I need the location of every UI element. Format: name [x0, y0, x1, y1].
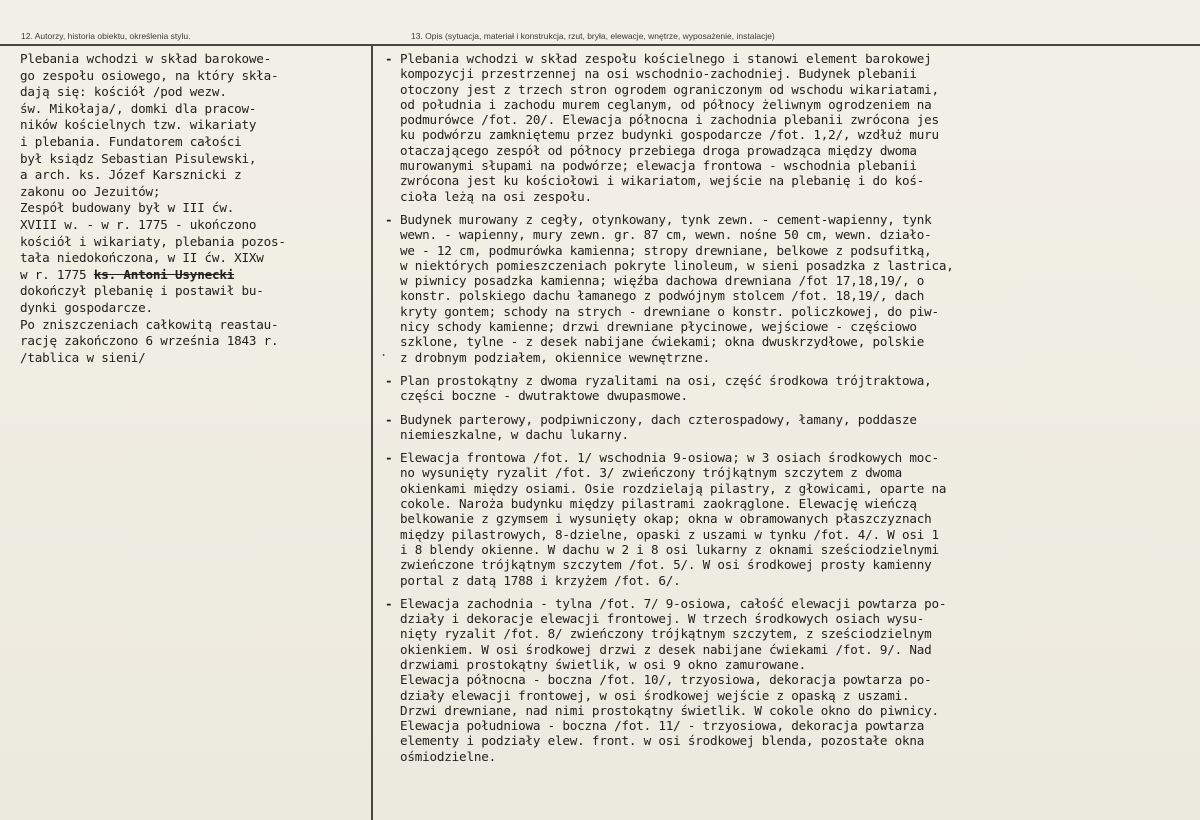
description-line: w piwnicy posadzka kamienna; więźba dachowa drewniana /fot 17,18,19/, o: [400, 273, 925, 289]
description-line: ośmiodzielne.: [400, 748, 496, 764]
history-line: Plebania wchodzi w skład barokowe-: [20, 51, 271, 66]
history-line: /tablica w sieni/: [20, 349, 146, 365]
description-entry-situation: [385, 51, 1175, 204]
description-line: otoczony jest z trzech stron ogrodem ograniczonym od wschodu wikariatami,: [400, 81, 939, 97]
history-line: św. Mikołaja/, domki dla pracow-: [20, 100, 257, 116]
description-line: konstr. polskiego dachu łamanego z podwójnym stolcem /fot. 18,19/, dach: [400, 288, 925, 304]
history-line: XVIII w. - w r. 1775 - ukończono: [20, 216, 257, 232]
description-line: we - 12 cm, podmurówka kamienna; stropy drewniane, belkowe z podsufitką,: [400, 242, 932, 258]
description-entry-front-elevation: [385, 450, 1175, 588]
description-line: Elewacja frontowa /fot. 1/ wschodnia 9-osiowa; w 3 osiach środkowych moc-: [400, 450, 939, 466]
description-line: murowanymi słupami na podwórze; elewacja frontowa - wschodnia plebanii: [400, 158, 917, 174]
description-line: od południa i zachodu murem ceglanym, od północy żeliwnym ogrodzeniem na: [400, 96, 932, 112]
history-line: dynki gospodarcze.: [20, 299, 153, 315]
struck-name: ks. Antoni Usynecki: [93, 266, 235, 282]
description-column: [385, 51, 1175, 772]
history-line: tała niedokończona, w II ćw. XIXw: [20, 250, 264, 266]
history-line: ników kościelnych tzw. wikariaty: [20, 117, 257, 133]
history-line: i plebania. Fundatorem całości: [20, 133, 242, 149]
description-line: no wysunięty ryzalit /fot. 3/ zwieńczony trójkątnym szczytem z dwoma: [400, 465, 902, 481]
history-line-struck: [20, 267, 372, 284]
description-line: działy i dekoracje elewacji frontowej. W trzech środkowych osiach wysu-: [400, 611, 925, 627]
description-line: w niektórych pomieszczeniach pokryte linoleum, w sieni posadzka z lastrica,: [400, 257, 954, 273]
horizontal-rule: [0, 44, 1200, 46]
description-line: Budynek murowany z cegły, otynkowany, tynk zewn. - cement-wapienny, tynk: [400, 211, 932, 227]
struck-prefix: w r. 1775: [20, 266, 87, 282]
description-line: Elewacja północna - boczna /fot. 10/, trzyosiowa, dekoracja powtarza po-: [400, 672, 932, 688]
description-line: okienkami między osiami. Osie rozdzielają pilastry, z głowicami, oparte na: [400, 480, 947, 496]
description-line: wewn. - wapienny, mury zewn. gr. 87 cm, wewn. nośne 50 cm, wewn. działo-: [400, 227, 932, 243]
history-line: Po zniszczeniach całkowitą reastau-: [20, 316, 279, 332]
bullet-dash: -: [385, 450, 393, 466]
description-line: cioła leżą na osi zespołu.: [400, 188, 592, 204]
description-line: i 8 blendy okienne. W dachu w 2 i 8 osi lukarny z oknami sześciodzielnymi: [400, 541, 939, 557]
description-line: portal z datą 1788 i krzyżem /fot. 6/.: [400, 572, 681, 588]
description-line: Budynek parterowy, podpiwniczony, dach czterospadowy, łamany, poddasze: [400, 411, 917, 427]
description-line: podmurówce /fot. 20/. Elewacja północna i zachodnia plebanii zwrócona jes: [400, 112, 939, 128]
history-column: [20, 51, 372, 366]
bullet-dash: -: [385, 51, 393, 66]
description-line: Plebania wchodzi w skład zespołu kościelnego i stanowi element barokowej: [400, 51, 932, 66]
description-line: otaczającego zespół od północy przebiega droga prowadząca między dwoma: [400, 142, 917, 158]
description-line: kompozycji przestrzennej na osi wschodnio-zachodniej. Budynek plebanii: [400, 66, 917, 82]
bullet-dash: -: [385, 372, 393, 388]
description-line: Elewacja południowa - boczna /fot. 11/ - trzyosiowa, dekoracja powtarza: [400, 718, 925, 734]
history-line: go zespołu osiowego, na który skła-: [20, 67, 279, 83]
history-line: dają się: kościół /pod wezw.: [20, 84, 227, 100]
description-line: Plan prostokątny z dwoma ryzalitami na osi, część środkowa trójtraktowa,: [400, 372, 932, 388]
margin-dot: .: [380, 345, 388, 359]
description-line: niemieszkalne, w dachu lukarny.: [400, 426, 629, 442]
section-13-header: 13. Opis (sytuacja, materiał i konstrukcja, rzut, bryła, elewacje, wnętrze, wyposażenie, instalacje): [411, 31, 775, 41]
description-line: zwrócona jest ku kościołowi i wikariatom, wejście na plebanię i do koś-: [400, 173, 925, 189]
description-line: ku podwórzu zamkniętemu przez budynki gospodarcze /fot. 1,2/, wzdłuż muru: [400, 127, 939, 143]
description-line: szklone, tylne - z desek nabijane ćwiekami; okna dwuskrzydłowe, polskie: [400, 334, 925, 350]
description-line: Drzwi drewniane, nad nimi prostokątny świetlik. W cokole okno do piwnicy.: [400, 702, 939, 718]
description-entry-construction: [385, 212, 1175, 365]
description-entry-west-elevation: [385, 596, 1175, 764]
history-line: zakonu oo Jezuitów;: [20, 183, 161, 199]
history-line: dokończył plebanię i postawił bu-: [20, 283, 264, 299]
description-line: cokole. Naroża budynku między pilastrami zaokrąglone. Elewację wieńczą: [400, 496, 917, 512]
description-entry-massing: [385, 412, 1175, 443]
bullet-dash: -: [385, 211, 393, 227]
description-line: zwieńczone trójkątnym szczytem /fot. 5/. W osi środkowej prosty kamienny: [400, 557, 932, 573]
description-line: nicy schody kamienne; drzwi drewniane płycinowe, wejściowe - częściowo: [400, 319, 917, 335]
history-line: kościół i wikariaty, plebania pozos-: [20, 233, 286, 249]
description-line: belkowanie z gzymsem i wysunięty okap; okna w obramowanych płaszczyznach: [400, 511, 932, 527]
description-line: między pilastrowych, 8-dzielne, opaski z uszami w tynku /fot. 4/. W osi 1: [400, 526, 939, 542]
bullet-dash: -: [385, 411, 393, 427]
section-12-header: 12. Autorzy, historia obiektu, określenia stylu.: [21, 31, 191, 41]
description-line: Elewacja zachodnia - tylna /fot. 7/ 9-osiowa, całość elewacji powtarza po-: [400, 595, 947, 611]
history-line: rację zakończono 6 września 1843 r.: [20, 333, 279, 349]
description-line: działy elewacji frontowej, w osi środkowej wejście z opaską z uszami.: [400, 687, 910, 703]
description-line: z drobnym podziałem, okiennice wewnętrzne.: [400, 349, 711, 365]
description-line: nięty ryzalit /fot. 8/ zwieńczony trójkątnym szczytem, z sześciodzielnym: [400, 626, 932, 642]
description-line: elementy i podziały elew. front. w osi środkowej blenda, pozostałe okna: [400, 733, 925, 749]
bullet-dash: -: [385, 595, 393, 611]
description-line: drzwiami prostokątny świetlik, w osi 9 okno zamurowane.: [400, 656, 807, 672]
history-line: był ksiądz Sebastian Pisulewski,: [20, 150, 257, 166]
history-line: Zespół budowany był w III ćw.: [20, 200, 235, 216]
description-line: części boczne - dwutraktowe dwupasmowe.: [400, 388, 688, 404]
description-entry-plan: [385, 373, 1175, 404]
description-line: okienkiem. W osi środkowej drzwi z desek nabijane ćwiekami /fot. 9/. Nad: [400, 641, 932, 657]
description-line: kryty gontem; schody na strych - drewniane o konstr. policzkowej, do piw-: [400, 303, 939, 319]
history-line: a arch. ks. Józef Karsznicki z: [20, 167, 242, 183]
